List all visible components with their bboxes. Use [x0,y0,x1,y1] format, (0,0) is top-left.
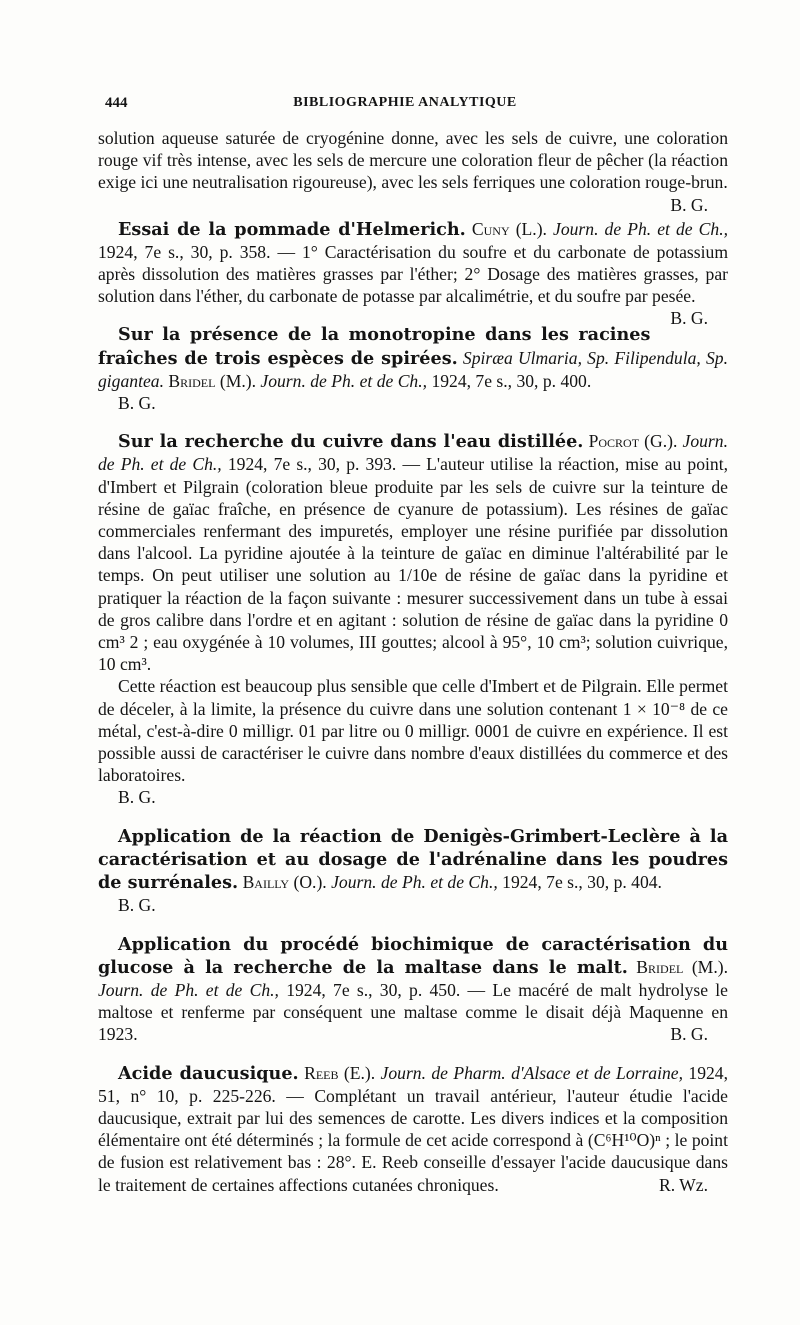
intro-signature: B. G. [670,194,708,215]
entry-reference: Journ. de Ph. et de Ch., [331,872,498,893]
entry-author: Pocrot (G.). [588,431,678,452]
entry-species: Spiræa Ulmaria, Sp. Filipendula, Sp. gigantea. [98,347,728,391]
entry-details: 1924, 7e s., 30, p. 450. — Le macéré de malt hydrolyse le maltose et renferme par conséquent une maltase comme le disait déjà Maquenne en 1923. [98,979,728,1045]
entry-title: Application de la réaction de Denigès-Grimbert-Leclère à la caractérisation et au dosage de l'adrénaline dans les poudres de surrénales. [98,825,728,894]
entry-author: Cuny (L.). [471,218,547,239]
entry-reference: Journ. de Ph. et de Ch., [260,370,428,391]
entry-reference: Journ. de Ph. et de Ch., [98,979,279,1000]
bibliography-entry [98,1062,728,1196]
entry-details: 1924, 51, n° 10, p. 225-226. — Complétant un travail antérieur, l'auteur étudie l'acide daucusique, extrait par lui des semences de carotte. Les divers indices et la composition élémentaire ont été déterminés ; la formule de cet acide correspond à (C⁶H¹⁰O)ⁿ ; le point de fusion est relativement bas : 28°. E. Reeb conseille d'essayer l'acide daucusique dans le traitement de certaines affections cutanées chroniques. [98,1062,728,1195]
entry-signature: B. G. [118,895,156,916]
page-body [98,127,728,1196]
page-number: 444 [105,95,128,111]
intro-paragraph [98,127,728,215]
running-head: BIBLIOGRAPHIE ANALYTIQUE [293,95,517,110]
bibliography-entry [98,825,728,917]
entry-signature: B. G. [118,787,156,808]
entry-details: 1924, 7e s., 30, p. 393. — L'auteur utilise la réaction, mise au point, d'Imbert et Pilgrain (coloration bleue produite par les sels de cuivre sur la teinture de résine de gaïac fraîche, en présence de cyanure de potassium). Les résines de gaïac commerciales renfermant des impuretés, employer une résine purifiée par dissolution dans l'alcool. La pyridine ajoutée à la teinture de gaïac en diminue l'altérabilité par le temps. On peut utiliser une solution au 1/10e de résine de gaïac dans la pyridine et pratiquer la réaction de la façon suivante : mesurer successivement dans un tube à essai de gros calibre dans l'ordre et en agitant : solution de résine de gaïac dans la pyridine 0 cm³ 2 ; eau oxygénée à 10 volumes, III gouttes; alcool à 95°, 10 cm³; solution cuivrique, 10 cm³. [98,454,729,675]
entry-signature: B. G. [670,1024,708,1045]
entry-text [98,1062,728,1196]
entry-reference: Journ. de Ph. et de Ch., [553,218,728,239]
entry-details: 1924, 7e s., 30, p. 404. [502,872,662,893]
entry-title: Essai de la pommade d'Helmerich. [118,218,466,240]
entry-author: Bridel (M.). [636,956,728,977]
entry-text [98,323,728,392]
entry-details: 1924, 7e s., 30, p. 400. [431,370,592,391]
entry-text [98,825,728,895]
entry-signature: R. Wz. [658,1174,708,1195]
entry-title: Sur la recherche du cuivre dans l'eau distillée. [118,431,584,453]
entry-author: Bailly (O.). [242,872,327,893]
intro-text: solution aqueuse saturée de cryogénine donne, avec les sels de cuivre, une coloration rouge vif très intense, avec les sels de mercure une coloration fleur de pêcher (la réaction exige ici une neutralisation rigoureuse), avec les sels ferriques une coloration rouge-brun. [98,128,728,193]
entry-signature: B. G. [118,393,156,414]
entry-reference: Journ. de Pharm. d'Alsace et de Lorraine, [380,1062,683,1083]
bibliography-entry [98,218,728,329]
entry-title: Sur la présence de la monotropine dans les racines fraîches de trois espèces de spirées. [98,324,651,369]
page-header [105,95,705,117]
entry-text [98,933,728,1046]
entry-author: Bridel (M.). [168,370,256,391]
entry-reference: Journ. de Ph. et de Ch., [98,431,728,475]
bibliography-entry [98,933,728,1046]
entry-signature: B. G. [670,308,708,329]
entry-title: Application du procédé biochimique de caractérisation du glucose à la recherche de la maltase dans le malt. [98,933,728,978]
entry-details: 1924, 7e s., 30, p. 358. — 1° Caractérisation du soufre et du carbonate de potassium après dissolution des matières grasses par l'éther; 2° Dosage des matières grasses, par solution dans l'éther, du carbonate de potasse par alcalimétrie, et du soufre par pesée. [98,241,728,307]
entry-continuation: Cette réaction est beaucoup plus sensible que celle d'Imbert et de Pilgrain. Elle permet de déceler, à la limite, la présence du cuivre dans une solution contenant 1 × 10⁻⁸ de ce métal, c'est-à-dire 0 milligr. 01 par litre ou 0 milligr. 0001 de cuivre en expérience. Il est possible aussi de caractériser le cuivre dans nombre d'eaux distillées du commerce et des laboratoires. [98,676,728,786]
bibliography-entry [98,430,728,808]
entry-title: Acide daucusique. [118,1062,299,1084]
entry-text [98,218,728,329]
entry-text [98,430,728,675]
bibliography-entry [98,323,728,414]
entry-author: Reeb (E.). [304,1062,376,1083]
